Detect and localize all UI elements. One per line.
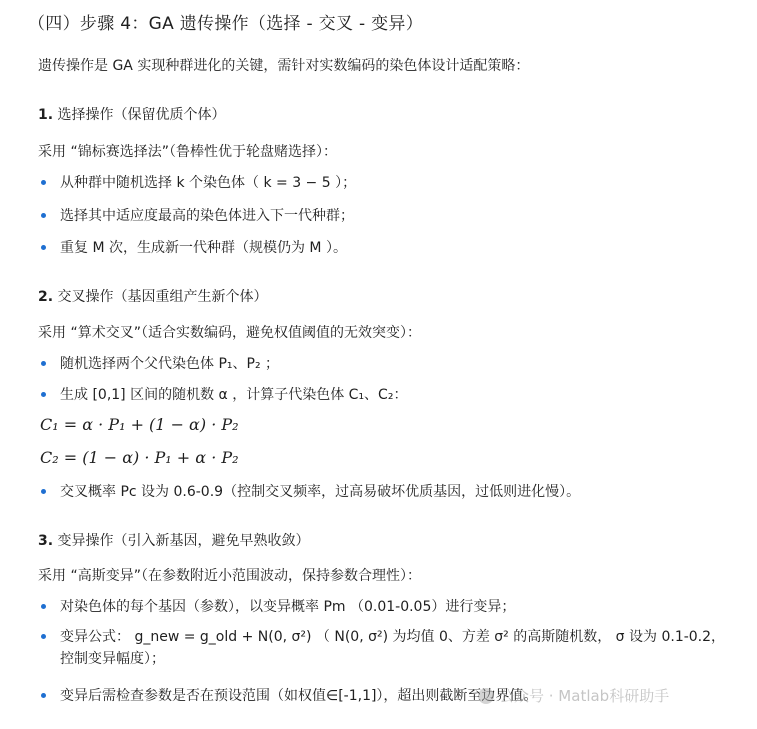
mutation-number: 3. [38, 533, 54, 549]
list-item: 选择其中适应度最高的染色体进入下一代种群； [38, 205, 354, 225]
selection-method: 采用 “锦标赛选择法”（鲁棒性优于轮盘赌选择）： [38, 144, 337, 160]
list-item: 变异后需检查参数是否在预设范围（如权值∈[-1,1]），超出则截断至边界值。 [38, 685, 537, 705]
list-item: 生成 [0,1] 区间的随机数 α ，计算子代染色体 C₁、C₂： [38, 384, 407, 404]
wechat-icon [478, 688, 494, 704]
list-item: 对染色体的每个基因（参数），以变异概率 Pm （0.01-0.05）进行变异； [38, 596, 515, 616]
watermark-text: 公众号 · Matlab科研助手 [499, 687, 670, 705]
equation-c1: C₁ = α · P₁ + (1 − α) · P₂ [40, 415, 239, 434]
list-item: 变异公式： g_new = g_old + N(0, σ²) （ N(0, σ²) 为均值 0、方差 σ² 的高斯随机数， σ 设为 0.1-0.2，控制变异幅度）； [38, 626, 734, 670]
selection-heading [38, 104, 226, 124]
list-item: 随机选择两个父代染色体 P₁、P₂ ； [38, 353, 279, 373]
crossover-heading [38, 286, 268, 306]
list-item: 从种群中随机选择 k 个染色体（ k = 3 − 5 ）； [38, 172, 356, 192]
crossover-method: 采用 “算术交叉”（适合实数编码，避免权值阈值的无效突变）： [38, 325, 421, 341]
intro-paragraph: 遗传操作是 GA 实现种群进化的关键，需针对实数编码的染色体设计适配策略： [38, 58, 530, 74]
crossover-number: 2. [38, 289, 54, 305]
selection-title: 选择操作（保留优质个体） [57, 107, 226, 123]
list-item: 交叉概率 Pc 设为 0.6-0.9（控制交叉频率，过高易破坏优质基因，过低则进化慢）。 [38, 481, 580, 501]
watermark [478, 685, 669, 706]
section-heading: （四）步骤 4：GA 遗传操作（选择 - 交叉 - 变异） [28, 14, 424, 34]
crossover-title: 交叉操作（基因重组产生新个体） [57, 289, 268, 305]
mutation-title: 变异操作（引入新基因，避免早熟收敛） [57, 533, 310, 549]
list-item: 重复 M 次，生成新一代种群（规模仍为 M ）。 [38, 237, 347, 257]
mutation-heading [38, 530, 310, 550]
equation-c2: C₂ = (1 − α) · P₁ + α · P₂ [40, 448, 239, 467]
selection-number: 1. [38, 107, 54, 123]
mutation-method: 采用 “高斯变异”（在参数附近小范围波动，保持参数合理性）： [38, 568, 421, 584]
